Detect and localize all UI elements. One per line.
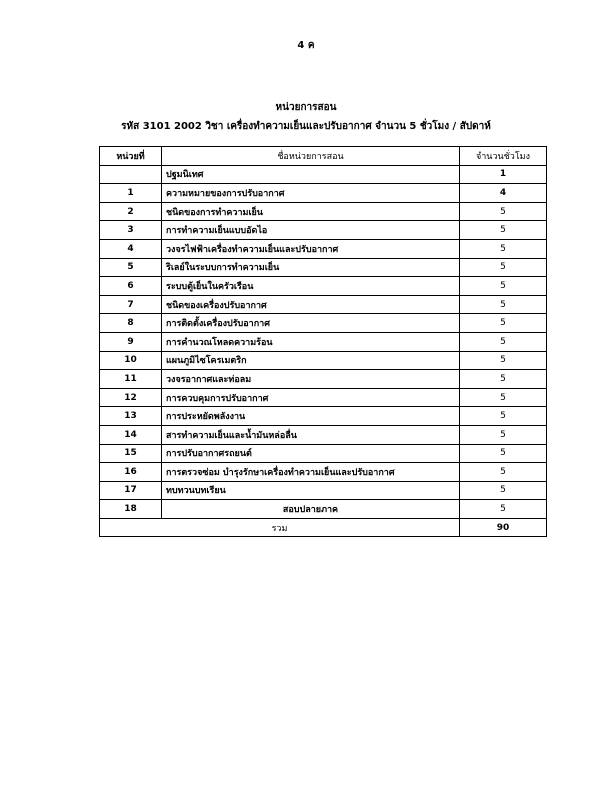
unit-cell: 18	[100, 500, 162, 519]
table-row	[100, 314, 547, 333]
unit-name-cell: สารทำความเย็นและน้ำมันหล่อลื่น	[162, 425, 460, 444]
hours-cell: 5	[460, 351, 547, 370]
hours-cell: 1	[460, 165, 547, 184]
page-title: หน่วยการสอน	[275, 102, 337, 113]
hours-cell: 5	[460, 277, 547, 296]
hours-cell: 5	[460, 425, 547, 444]
page-subtitle: รหัส 3101 2002 วิชา เครื่องทำความเย็นและปรับอากาศ จำนวน 5 ชั่วโมง / สัปดาห์	[121, 121, 491, 132]
unit-cell: 14	[100, 425, 162, 444]
unit-cell: 8	[100, 314, 162, 333]
unit-name-cell: ปฐมนิเทศ	[162, 165, 460, 184]
table-row	[100, 184, 547, 203]
hours-cell: 5	[460, 239, 547, 258]
column-header-hours: จำนวนชั่วโมง	[460, 147, 547, 166]
unit-cell: 17	[100, 481, 162, 500]
table-row	[100, 295, 547, 314]
unit-cell: 15	[100, 444, 162, 463]
unit-name-cell: สอบปลายภาค	[162, 500, 460, 519]
table-row	[100, 407, 547, 426]
total-row	[100, 518, 547, 537]
table-row	[100, 351, 547, 370]
table-body	[100, 165, 547, 537]
unit-name-cell: ทบทวนบทเรียน	[162, 481, 460, 500]
total-hours: 90	[460, 518, 547, 537]
unit-name-cell: ริเลย์ในระบบการทำความเย็น	[162, 258, 460, 277]
table-row	[100, 221, 547, 240]
unit-name-cell: การคำนวณโหลดความร้อน	[162, 332, 460, 351]
unit-name-cell: การประหยัดพลังงาน	[162, 407, 460, 426]
teaching-units-table	[99, 146, 547, 537]
hours-cell: 5	[460, 481, 547, 500]
unit-cell: 3	[100, 221, 162, 240]
unit-name-cell: การติดตั้งเครื่องปรับอากาศ	[162, 314, 460, 333]
unit-name-cell: การปรับอากาศรถยนต์	[162, 444, 460, 463]
hours-cell: 5	[460, 388, 547, 407]
hours-cell: 4	[460, 184, 547, 203]
column-header-unit: หน่วยที่	[100, 147, 162, 166]
unit-name-cell: การตรวจซ่อม บำรุงรักษาเครื่องทำความเย็นและปรับอากาศ	[162, 463, 460, 482]
column-header-name: ชื่อหน่วยการสอน	[162, 147, 460, 166]
unit-name-cell: ความหมายของการปรับอากาศ	[162, 184, 460, 203]
unit-cell: 12	[100, 388, 162, 407]
unit-cell: 5	[100, 258, 162, 277]
hours-cell: 5	[460, 295, 547, 314]
hours-cell: 5	[460, 314, 547, 333]
unit-cell: 1	[100, 184, 162, 203]
unit-name-cell: วงจรอากาศและท่อลม	[162, 370, 460, 389]
unit-cell: 9	[100, 332, 162, 351]
table-row	[100, 500, 547, 519]
hours-cell: 5	[460, 221, 547, 240]
unit-name-cell: วงจรไฟฟ้าเครื่องทำความเย็นและปรับอากาศ	[162, 239, 460, 258]
unit-name-cell: การทำความเย็นแบบอัดไอ	[162, 221, 460, 240]
unit-cell: 11	[100, 370, 162, 389]
unit-name-cell: การควบคุมการปรับอากาศ	[162, 388, 460, 407]
page-number: 4 ค	[297, 40, 315, 51]
table-row	[100, 425, 547, 444]
table-row	[100, 370, 547, 389]
unit-name-cell: ชนิดของการทำความเย็น	[162, 202, 460, 221]
table-row	[100, 239, 547, 258]
unit-name-cell: ชนิดของเครื่องปรับอากาศ	[162, 295, 460, 314]
table-row	[100, 463, 547, 482]
table-row	[100, 388, 547, 407]
table-row	[100, 332, 547, 351]
hours-cell: 5	[460, 332, 547, 351]
hours-cell: 5	[460, 202, 547, 221]
total-label: รวม	[100, 518, 460, 537]
table-header-row	[100, 147, 547, 166]
table-row	[100, 444, 547, 463]
unit-name-cell: ระบบตู้เย็นในครัวเรือน	[162, 277, 460, 296]
hours-cell: 5	[460, 500, 547, 519]
table-row	[100, 481, 547, 500]
hours-cell: 5	[460, 444, 547, 463]
table-row	[100, 165, 547, 184]
hours-cell: 5	[460, 370, 547, 389]
unit-cell: 10	[100, 351, 162, 370]
unit-cell: 4	[100, 239, 162, 258]
unit-cell	[100, 165, 162, 184]
hours-cell: 5	[460, 463, 547, 482]
hours-cell: 5	[460, 258, 547, 277]
unit-name-cell: แผนภูมิไซโครเมตริก	[162, 351, 460, 370]
hours-cell: 5	[460, 407, 547, 426]
table-row	[100, 202, 547, 221]
unit-cell: 13	[100, 407, 162, 426]
unit-cell: 2	[100, 202, 162, 221]
unit-cell: 7	[100, 295, 162, 314]
unit-cell: 6	[100, 277, 162, 296]
table-row	[100, 258, 547, 277]
unit-cell: 16	[100, 463, 162, 482]
table-row	[100, 277, 547, 296]
